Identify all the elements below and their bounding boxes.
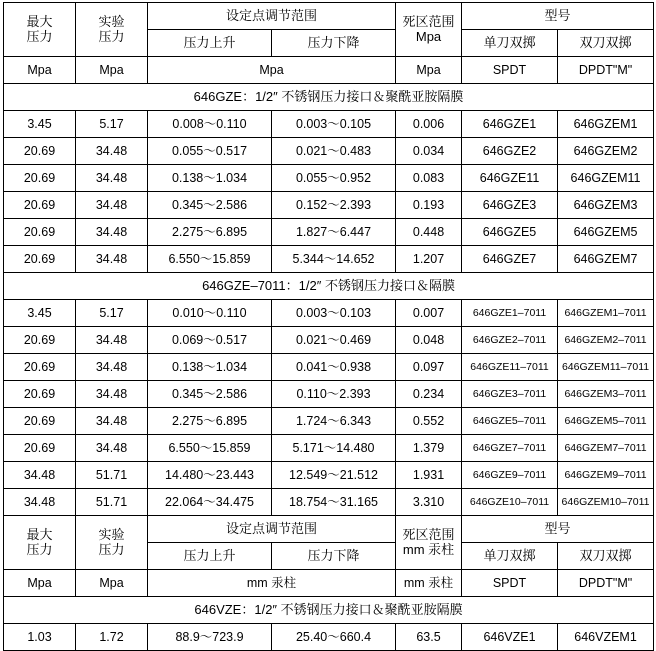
- header2-test-pressure-line1: 实验: [98, 526, 125, 542]
- unit2-test-pressure: Mpa: [76, 570, 148, 597]
- table-row: [4, 462, 654, 489]
- cell-max-pressure: 20.69: [4, 138, 76, 165]
- cell-deadband: 0.006: [396, 111, 462, 138]
- cell-max-pressure: 20.69: [4, 435, 76, 462]
- cell-pressure-rise: 0.138～1.034: [148, 354, 272, 381]
- cell-pressure-rise: 0.069～0.517: [148, 327, 272, 354]
- cell-pressure-rise: 0.345～2.586: [148, 381, 272, 408]
- cell-pressure-rise: 0.008～0.110: [148, 111, 272, 138]
- header-row-1: [4, 3, 654, 30]
- cell-pressure-fall: 12.549～21.512: [272, 462, 396, 489]
- cell-model-dpdt: 646GZEM1–7011: [558, 300, 654, 327]
- cell-model-spdt: 646GZE1: [462, 111, 558, 138]
- cell-pressure-rise: 14.480～23.443: [148, 462, 272, 489]
- cell-pressure-rise: 88.9～723.9: [148, 624, 272, 651]
- table-row: [4, 354, 654, 381]
- cell-model-spdt: 646GZE3: [462, 192, 558, 219]
- cell-deadband: 0.097: [396, 354, 462, 381]
- header-spdt: 单刀双掷: [462, 30, 558, 57]
- cell-deadband: 0.083: [396, 165, 462, 192]
- cell-model-spdt: 646GZE7–7011: [462, 435, 558, 462]
- unit2-dpdt: DPDT"M": [558, 570, 654, 597]
- header-deadband-label: 死区范围: [402, 13, 455, 29]
- table-row: [4, 489, 654, 516]
- header2-pressure-fall: 压力下降: [272, 543, 396, 570]
- unit-spdt: SPDT: [462, 57, 558, 84]
- cell-test-pressure: 34.48: [76, 408, 148, 435]
- table-row: [4, 624, 654, 651]
- cell-model-spdt: 646GZE3–7011: [462, 381, 558, 408]
- cell-model-spdt: 646GZE2: [462, 138, 558, 165]
- unit2-spdt: SPDT: [462, 570, 558, 597]
- cell-max-pressure: 20.69: [4, 219, 76, 246]
- cell-pressure-rise: 0.055～0.517: [148, 138, 272, 165]
- cell-deadband: 63.5: [396, 624, 462, 651]
- cell-model-spdt: 646GZE9–7011: [462, 462, 558, 489]
- table-body: [4, 3, 654, 651]
- table-row: [4, 408, 654, 435]
- header2-test-pressure: [76, 516, 148, 570]
- cell-max-pressure: 20.69: [4, 354, 76, 381]
- cell-test-pressure: 5.17: [76, 300, 148, 327]
- cell-test-pressure: 34.48: [76, 138, 148, 165]
- header-pressure-rise: 压力上升: [148, 30, 272, 57]
- header-deadband: [396, 3, 462, 57]
- section-title-646gze-7011: 646GZE–7011：1/2″ 不锈钢压力接口＆隔膜: [4, 273, 654, 300]
- header2-deadband: [396, 516, 462, 570]
- cell-model-dpdt: 646GZEM7: [558, 246, 654, 273]
- header2-spdt: 单刀双掷: [462, 543, 558, 570]
- header-pressure-fall: 压力下降: [272, 30, 396, 57]
- cell-model-spdt: 646GZE5–7011: [462, 408, 558, 435]
- cell-model-dpdt: 646GZEM5: [558, 219, 654, 246]
- cell-max-pressure: 20.69: [4, 327, 76, 354]
- pressure-switch-spec-table: [3, 2, 654, 651]
- header-model: 型号: [462, 3, 654, 30]
- cell-deadband: 0.193: [396, 192, 462, 219]
- cell-deadband: 0.448: [396, 219, 462, 246]
- header-row-3-units: [4, 57, 654, 84]
- header2-test-pressure-line2: 压力: [98, 541, 125, 557]
- cell-pressure-fall: 25.40～660.4: [272, 624, 396, 651]
- table-row: [4, 381, 654, 408]
- cell-pressure-rise: 2.275～6.895: [148, 408, 272, 435]
- header-max-pressure-line2: 压力: [26, 28, 53, 44]
- cell-pressure-fall: 0.003～0.105: [272, 111, 396, 138]
- cell-max-pressure: 3.45: [4, 111, 76, 138]
- table-row: [4, 111, 654, 138]
- header2-model: 型号: [462, 516, 654, 543]
- cell-pressure-rise: 22.064～34.475: [148, 489, 272, 516]
- cell-test-pressure: 34.48: [76, 165, 148, 192]
- table-row: [4, 192, 654, 219]
- cell-test-pressure: 34.48: [76, 246, 148, 273]
- header-test-pressure-line2: 压力: [98, 28, 125, 44]
- header2-max-pressure-line2: 压力: [26, 541, 53, 557]
- cell-model-spdt: 646GZE10–7011: [462, 489, 558, 516]
- unit-max-pressure: Mpa: [4, 57, 76, 84]
- unit-deadband: Mpa: [396, 57, 462, 84]
- table-row: [4, 138, 654, 165]
- cell-model-dpdt: 646GZEM11: [558, 165, 654, 192]
- cell-pressure-fall: 0.055～0.952: [272, 165, 396, 192]
- cell-test-pressure: 1.72: [76, 624, 148, 651]
- cell-max-pressure: 34.48: [4, 489, 76, 516]
- cell-max-pressure: 20.69: [4, 165, 76, 192]
- cell-deadband: 0.234: [396, 381, 462, 408]
- unit2-max-pressure: Mpa: [4, 570, 76, 597]
- cell-pressure-rise: 0.138～1.034: [148, 165, 272, 192]
- section-title-646gze: 646GZE：1/2″ 不锈钢压力接口＆聚酰亚胺隔膜: [4, 84, 654, 111]
- cell-model-dpdt: 646GZEM2–7011: [558, 327, 654, 354]
- cell-pressure-fall: 0.152～2.393: [272, 192, 396, 219]
- cell-pressure-rise: 6.550～15.859: [148, 246, 272, 273]
- cell-model-dpdt: 646VZEM1: [558, 624, 654, 651]
- header2-pressure-rise: 压力上升: [148, 543, 272, 570]
- cell-max-pressure: 1.03: [4, 624, 76, 651]
- cell-test-pressure: 5.17: [76, 111, 148, 138]
- section-title-row: [4, 84, 654, 111]
- table-row: [4, 165, 654, 192]
- cell-deadband: 1.931: [396, 462, 462, 489]
- unit2-deadband: mm 汞柱: [396, 570, 462, 597]
- table-row: [4, 219, 654, 246]
- cell-pressure-rise: 0.345～2.586: [148, 192, 272, 219]
- cell-deadband: 3.310: [396, 489, 462, 516]
- cell-deadband: 0.034: [396, 138, 462, 165]
- header2-row-1: [4, 516, 654, 543]
- cell-model-dpdt: 646GZEM1: [558, 111, 654, 138]
- cell-test-pressure: 34.48: [76, 354, 148, 381]
- cell-deadband: 1.207: [396, 246, 462, 273]
- cell-test-pressure: 34.48: [76, 381, 148, 408]
- cell-model-spdt: 646GZE11: [462, 165, 558, 192]
- cell-test-pressure: 51.71: [76, 462, 148, 489]
- unit-setpoint: Mpa: [148, 57, 396, 84]
- cell-pressure-fall: 1.724～6.343: [272, 408, 396, 435]
- table-row: [4, 300, 654, 327]
- cell-pressure-fall: 0.021～0.483: [272, 138, 396, 165]
- cell-model-dpdt: 646GZEM3: [558, 192, 654, 219]
- cell-pressure-fall: 0.003～0.103: [272, 300, 396, 327]
- cell-model-spdt: 646GZE5: [462, 219, 558, 246]
- cell-pressure-fall: 0.110～2.393: [272, 381, 396, 408]
- cell-model-dpdt: 646GZEM5–7011: [558, 408, 654, 435]
- cell-test-pressure: 51.71: [76, 489, 148, 516]
- cell-deadband: 1.379: [396, 435, 462, 462]
- cell-model-spdt: 646GZE2–7011: [462, 327, 558, 354]
- cell-pressure-fall: 5.344～14.652: [272, 246, 396, 273]
- unit-test-pressure: Mpa: [76, 57, 148, 84]
- header-dpdt: 双刀双掷: [558, 30, 654, 57]
- cell-pressure-fall: 0.041～0.938: [272, 354, 396, 381]
- header2-max-pressure: [4, 516, 76, 570]
- cell-pressure-rise: 6.550～15.859: [148, 435, 272, 462]
- section-title-row: [4, 273, 654, 300]
- header-max-pressure-line1: 最大: [26, 13, 53, 29]
- unit-dpdt: DPDT"M": [558, 57, 654, 84]
- cell-model-dpdt: 646GZEM2: [558, 138, 654, 165]
- cell-test-pressure: 34.48: [76, 435, 148, 462]
- cell-model-dpdt: 646GZEM3–7011: [558, 381, 654, 408]
- header2-setpoint-range: 设定点调节范围: [148, 516, 396, 543]
- cell-pressure-fall: 18.754～31.165: [272, 489, 396, 516]
- cell-max-pressure: 20.69: [4, 192, 76, 219]
- cell-model-spdt: 646GZE11–7011: [462, 354, 558, 381]
- cell-model-dpdt: 646GZEM11–7011: [558, 354, 654, 381]
- header2-max-pressure-line1: 最大: [26, 526, 53, 542]
- section-title-row: [4, 597, 654, 624]
- cell-pressure-rise: 0.010～0.110: [148, 300, 272, 327]
- cell-max-pressure: 20.69: [4, 246, 76, 273]
- cell-max-pressure: 20.69: [4, 381, 76, 408]
- table-row: [4, 435, 654, 462]
- unit2-setpoint: mm 汞柱: [148, 570, 396, 597]
- cell-model-spdt: 646GZE1–7011: [462, 300, 558, 327]
- header-deadband-line2: Mpa: [415, 28, 442, 44]
- cell-deadband: 0.048: [396, 327, 462, 354]
- cell-pressure-fall: 1.827～6.447: [272, 219, 396, 246]
- cell-model-spdt: 646GZE7: [462, 246, 558, 273]
- header-test-pressure-line1: 实验: [98, 13, 125, 29]
- cell-deadband: 0.552: [396, 408, 462, 435]
- header-max-pressure: [4, 3, 76, 57]
- cell-pressure-fall: 0.021～0.469: [272, 327, 396, 354]
- cell-test-pressure: 34.48: [76, 327, 148, 354]
- cell-max-pressure: 34.48: [4, 462, 76, 489]
- cell-pressure-fall: 5.171～14.480: [272, 435, 396, 462]
- cell-model-dpdt: 646GZEM7–7011: [558, 435, 654, 462]
- cell-test-pressure: 34.48: [76, 219, 148, 246]
- header2-row-3-units: [4, 570, 654, 597]
- cell-model-dpdt: 646GZEM9–7011: [558, 462, 654, 489]
- cell-max-pressure: 20.69: [4, 408, 76, 435]
- cell-model-dpdt: 646GZEM10–7011: [558, 489, 654, 516]
- cell-max-pressure: 3.45: [4, 300, 76, 327]
- section-title-646vze: 646VZE：1/2″ 不锈钢压力接口＆聚酰亚胺隔膜: [4, 597, 654, 624]
- table-row: [4, 327, 654, 354]
- header-setpoint-range: 设定点调节范围: [148, 3, 396, 30]
- cell-deadband: 0.007: [396, 300, 462, 327]
- header2-deadband-label: 死区范围: [402, 526, 455, 542]
- header2-deadband-line2: mm 汞柱: [402, 541, 455, 557]
- cell-model-spdt: 646VZE1: [462, 624, 558, 651]
- header-test-pressure: [76, 3, 148, 57]
- cell-pressure-rise: 2.275～6.895: [148, 219, 272, 246]
- header2-dpdt: 双刀双掷: [558, 543, 654, 570]
- table-row: [4, 246, 654, 273]
- cell-test-pressure: 34.48: [76, 192, 148, 219]
